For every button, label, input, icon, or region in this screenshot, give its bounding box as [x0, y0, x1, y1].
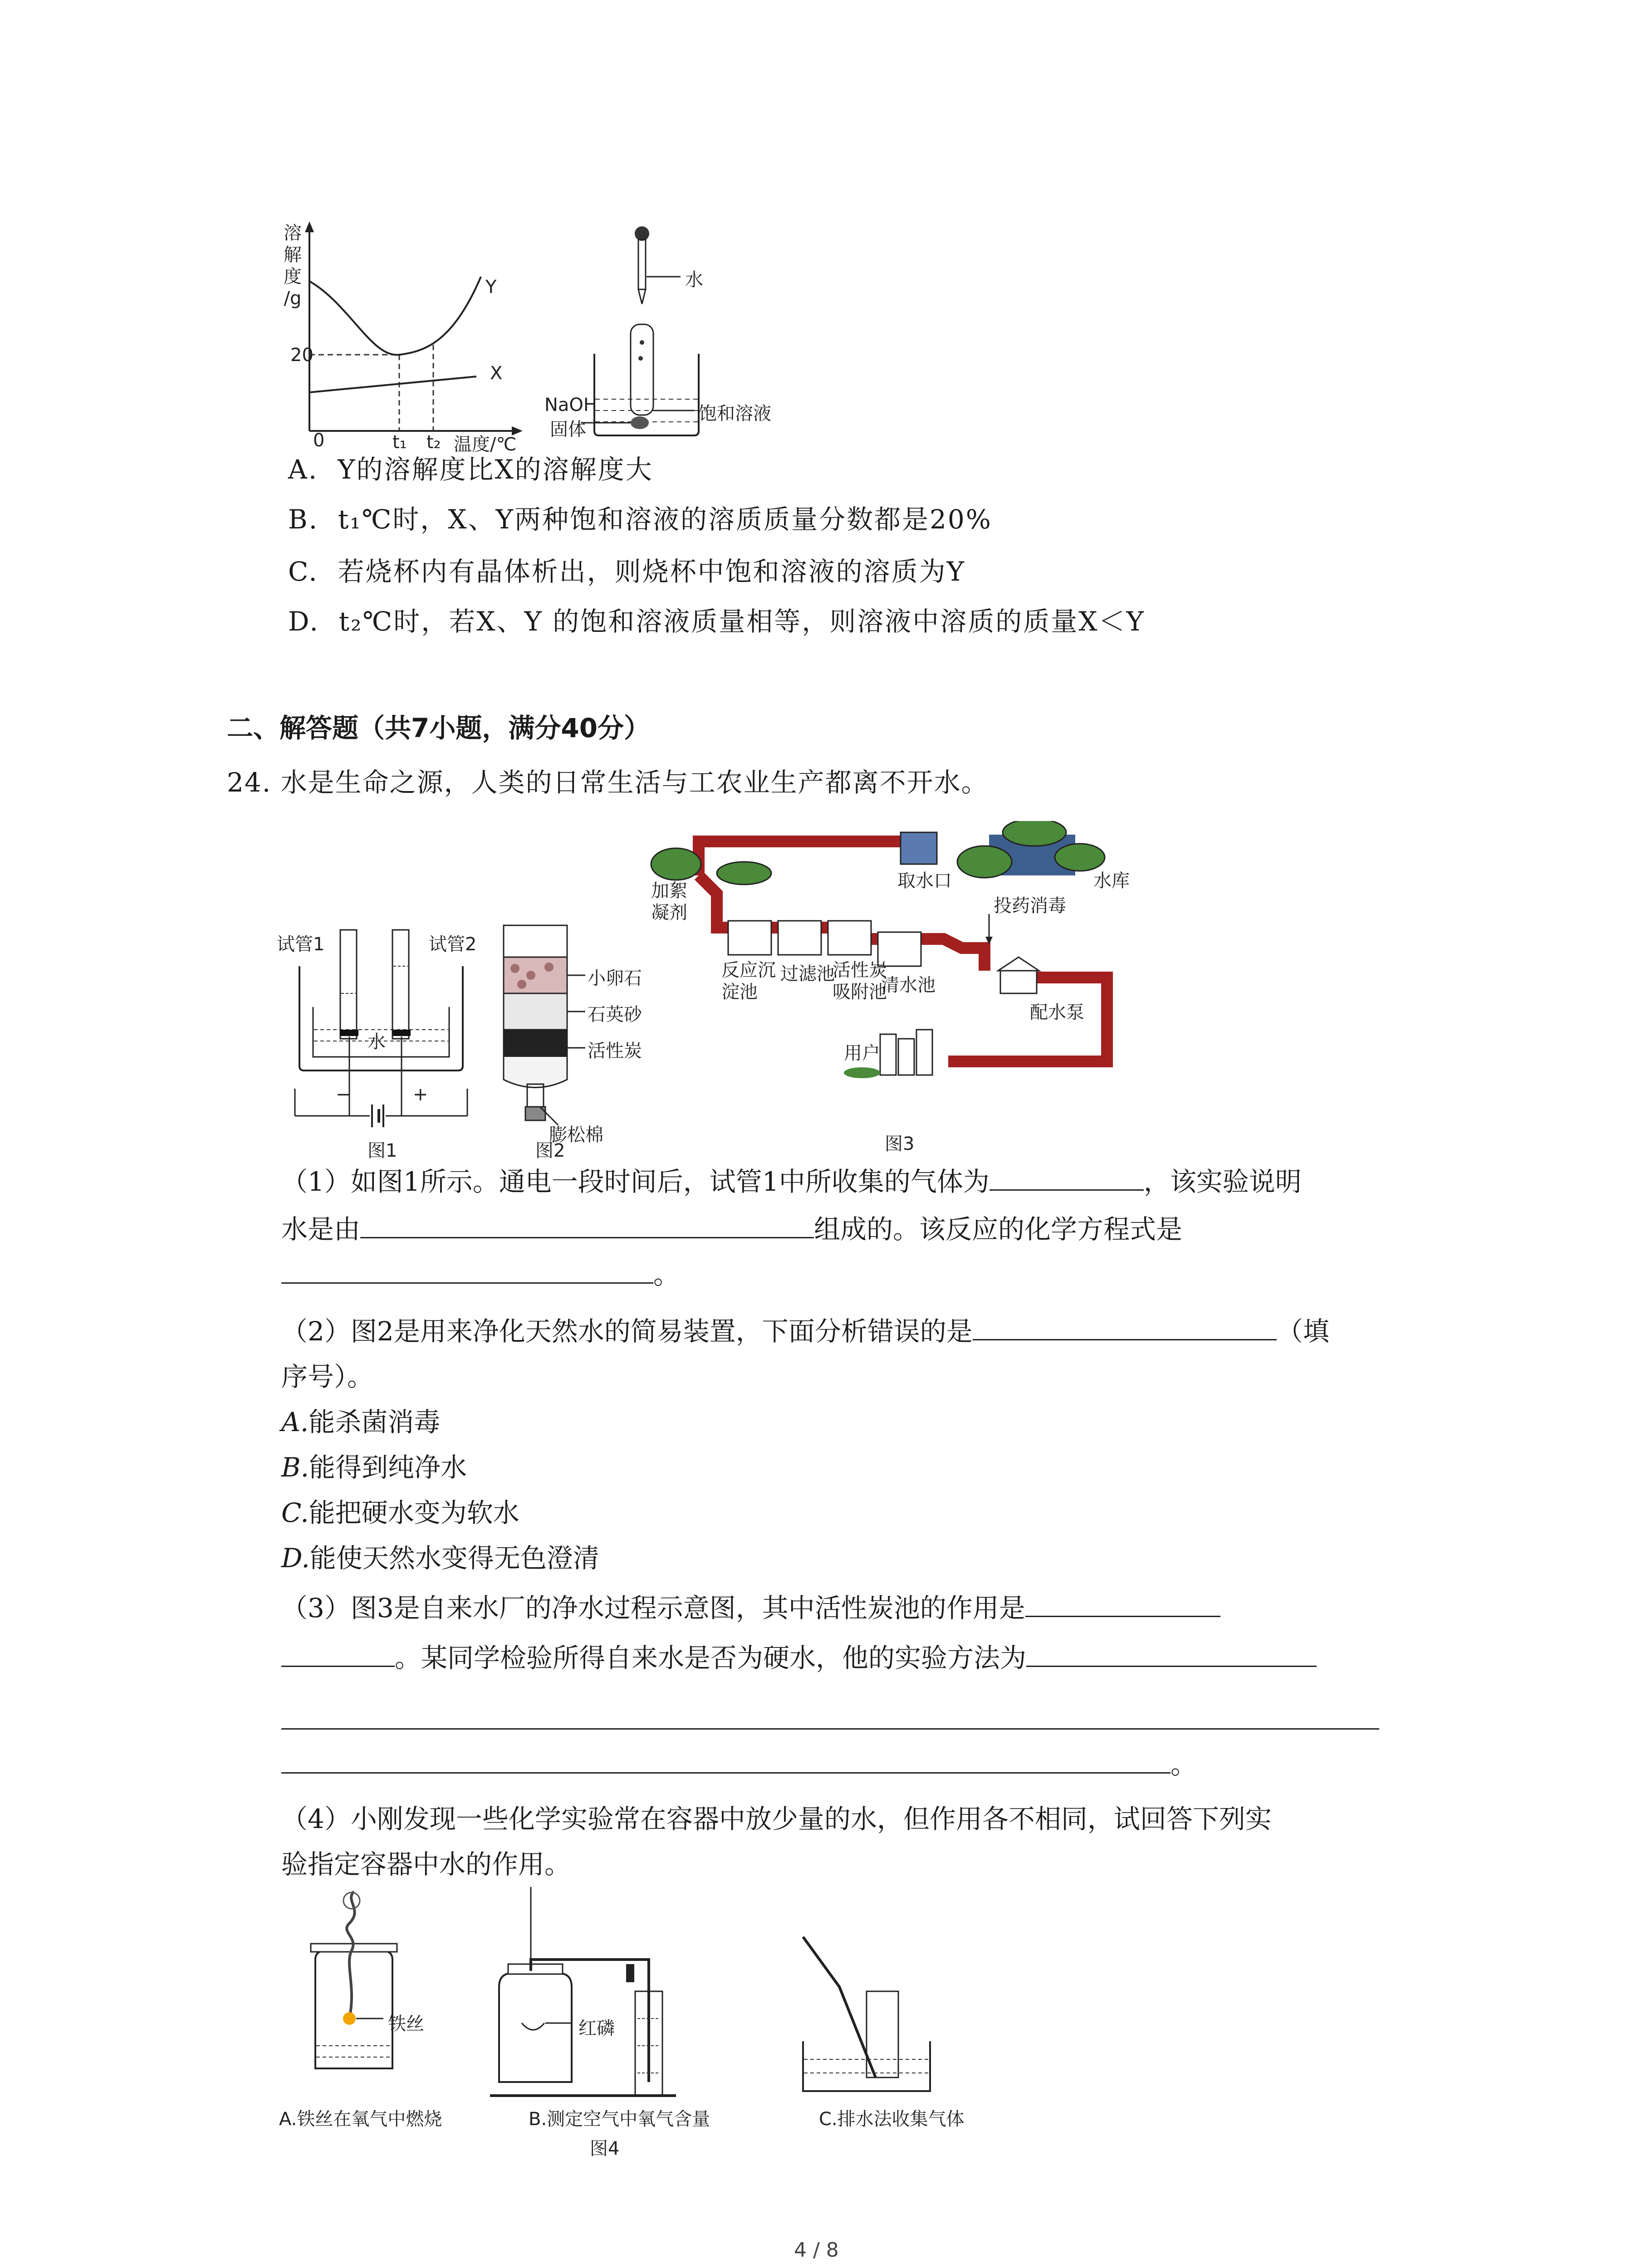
fig1-label-plus: + — [413, 1084, 428, 1105]
fig2-caption: 图2 — [535, 1140, 565, 1161]
q24-part3-line2 — [281, 1640, 1317, 1676]
option-text: 若烧杯内有晶体析出，则烧杯中饱和溶液的溶质为Y — [338, 556, 965, 587]
fig4-caption-c: C.排水法收集气体 — [819, 2109, 965, 2130]
q23-option-b[interactable] — [288, 501, 992, 538]
beaker-label-solid: 固体 — [550, 419, 586, 440]
q24-p1-text-c: 水是由 — [281, 1214, 361, 1245]
fig2-label-cotton: 膨松棉 — [549, 1124, 603, 1145]
fig1-label-water: 水 — [367, 1031, 386, 1052]
graph-ylabel-2: 解 — [284, 244, 302, 265]
graph-ylabel-1: 溶 — [284, 223, 302, 244]
q24-p2-option-d[interactable] — [281, 1540, 599, 1576]
q24-part4-line2: 验指定容器中水的作用。 — [281, 1849, 571, 1880]
fig1-label-tube2: 试管2 — [429, 934, 477, 955]
graph-tick-t2: t₂ — [426, 432, 441, 453]
fig1-label-minus: − — [336, 1084, 351, 1105]
answer-blank-carbon-role-1[interactable] — [1025, 1590, 1220, 1617]
option-key: D. — [281, 1543, 310, 1574]
graph-origin: 0 — [313, 430, 325, 451]
solubility-graph — [272, 213, 526, 454]
option-key: D. — [288, 606, 319, 637]
fig3-label-filter: 过滤池 — [780, 963, 835, 984]
answer-blank-method-2[interactable] — [281, 1728, 1379, 1730]
option-key: C. — [288, 556, 318, 587]
fig3-label-user: 用户 — [844, 1043, 880, 1064]
fig3-label-sediment-1: 反应沉 — [721, 960, 776, 981]
q24-p1-text-d: 组成的。该反应的化学方程式是 — [814, 1214, 1183, 1245]
option-key: A. — [281, 1407, 309, 1437]
fig3-label-pump: 配水泵 — [1030, 1002, 1084, 1023]
q23-option-d[interactable] — [288, 603, 1145, 640]
option-key: B. — [288, 504, 319, 535]
fig3-label-carbon-1: 活性炭 — [833, 960, 887, 981]
graph-ylabel-3: 度 — [284, 266, 302, 287]
q24-part2-line2: 序号）。 — [281, 1361, 374, 1392]
fig4-caption-b: B.测定空气中氧气含量 — [529, 2109, 710, 2130]
answer-blank-carbon-role-2[interactable] — [281, 1640, 395, 1667]
option-key: A. — [288, 454, 318, 485]
q24-p2-option-c[interactable] — [281, 1495, 519, 1531]
page-number: 4 / 8 — [794, 2239, 839, 2262]
fig3-label-coagulant-2: 凝剂 — [651, 902, 687, 923]
fig3-label-carbon — [833, 959, 887, 1003]
option-text: 能杀菌消毒 — [309, 1407, 441, 1437]
section-title: 二、解答题（共7小题，满分40分） — [227, 713, 651, 743]
beaker-label-saturated: 饱和溶液 — [699, 403, 771, 424]
option-text: t₁℃时，X、Y两种饱和溶液的溶质质量分数都是20% — [338, 504, 992, 535]
fig3-label-reservoir: 水库 — [1093, 870, 1130, 891]
q24-p1-text-b: ，该实验说明 — [1143, 1166, 1302, 1197]
q24-stem: 24. 水是生命之源，人类的日常生活与工农业生产都离不开水。 — [227, 767, 989, 798]
graph-tick-t1: t₁ — [392, 432, 407, 453]
answer-blank-equation[interactable] — [281, 1257, 653, 1284]
q24-p2-text-b: （填 — [1276, 1316, 1329, 1347]
q24-p2-text-a: （2）图2是用来净化天然水的简易装置，下面分析错误的是 — [281, 1316, 973, 1347]
q23-option-c[interactable] — [288, 553, 965, 590]
option-key: B. — [281, 1452, 309, 1483]
graph-xlabel: 温度/℃ — [454, 434, 517, 455]
option-text: 能使天然水变得无色澄清 — [309, 1543, 599, 1574]
fig3-label-sediment — [721, 959, 776, 1003]
fig4-label-iron: 铁丝 — [388, 2014, 424, 2034]
fig2-label-sand: 石英砂 — [588, 1004, 642, 1025]
answer-blank-method-1[interactable] — [1026, 1640, 1317, 1667]
fig3-label-coagulant — [651, 880, 687, 924]
answer-blank-composition[interactable] — [360, 1212, 814, 1238]
answer-blank-wrong-analysis[interactable] — [973, 1314, 1277, 1340]
fig3-label-intake: 取水口 — [897, 870, 952, 891]
q24-p3-text-c: 。 — [1171, 1749, 1197, 1780]
fig2-label-pebble: 小卵石 — [588, 968, 642, 989]
fig4-caption: 图4 — [590, 2138, 620, 2159]
beaker-label-water: 水 — [685, 269, 703, 290]
figure-1-electrolysis — [277, 916, 490, 1161]
figure-4-experiments — [277, 1882, 1003, 2159]
graph-tick-20: 20 — [290, 345, 314, 366]
answer-blank-method-3[interactable] — [281, 1747, 1171, 1774]
option-key: C. — [281, 1497, 309, 1528]
option-text: Y的溶解度比X的溶解度大 — [338, 454, 653, 485]
beaker-figure — [544, 213, 798, 449]
graph-label-x: X — [490, 363, 503, 384]
graph-ylabel-4: /g — [284, 288, 302, 309]
option-text: 能得到纯净水 — [309, 1452, 467, 1483]
fig2-label-carbon: 活性炭 — [588, 1041, 642, 1061]
q24-part1-line1 — [281, 1163, 1302, 1200]
fig3-label-clear: 清水池 — [881, 975, 936, 996]
fig3-caption: 图3 — [885, 1134, 915, 1154]
q24-p3-text-b: 。某同学检验所得自来水是否为硬水，他的实验方法为 — [395, 1642, 1027, 1673]
fig1-label-tube1: 试管1 — [277, 934, 325, 955]
q24-p2-option-a[interactable] — [281, 1404, 440, 1440]
figure-3-waterworks — [649, 821, 1148, 1161]
answer-blank-gas[interactable] — [989, 1164, 1144, 1191]
q24-p3-text-a: （3）图3是自来水厂的净水过程示意图，其中活性炭池的作用是 — [281, 1593, 1025, 1623]
fig4-caption-a: A.铁丝在氧气中燃烧 — [279, 2109, 442, 2130]
option-text: 能把硬水变为软水 — [309, 1497, 519, 1528]
q24-part4-line1: （4）小刚发现一些化学实验常在容器中放少量的水，但作用各不相同，试回答下列实 — [281, 1804, 1272, 1834]
q24-part1-line3 — [281, 1256, 680, 1293]
fig3-label-coagulant-1: 加絮 — [651, 880, 687, 901]
q24-p1-text-a: （1）如图1所示。通电一段时间后，试管1中所收集的气体为 — [281, 1166, 989, 1197]
fig1-caption: 图1 — [367, 1140, 397, 1161]
beaker-label-naoh: NaOH — [544, 395, 597, 415]
fig3-label-sediment-2: 淀池 — [721, 982, 758, 1002]
q24-p1-text-e: 。 — [653, 1259, 680, 1290]
q24-part1-line2 — [281, 1211, 1182, 1247]
option-text: t₂℃时，若X、Y 的饱和溶液质量相等，则溶液中溶质的质量X＜Y — [338, 606, 1145, 637]
q24-part3-line1 — [281, 1590, 1220, 1626]
q24-p2-option-b[interactable] — [281, 1449, 467, 1486]
fig3-label-carbon-2: 吸附池 — [833, 982, 887, 1002]
fig3-label-disinfect: 投药消毒 — [994, 895, 1066, 916]
q24-part3-line4 — [281, 1746, 1197, 1783]
q24-part2-line1 — [281, 1313, 1329, 1349]
graph-label-y: Y — [485, 277, 497, 298]
q23-option-a[interactable] — [288, 451, 653, 488]
fig4-label-phosphorus: 红磷 — [578, 2018, 615, 2039]
